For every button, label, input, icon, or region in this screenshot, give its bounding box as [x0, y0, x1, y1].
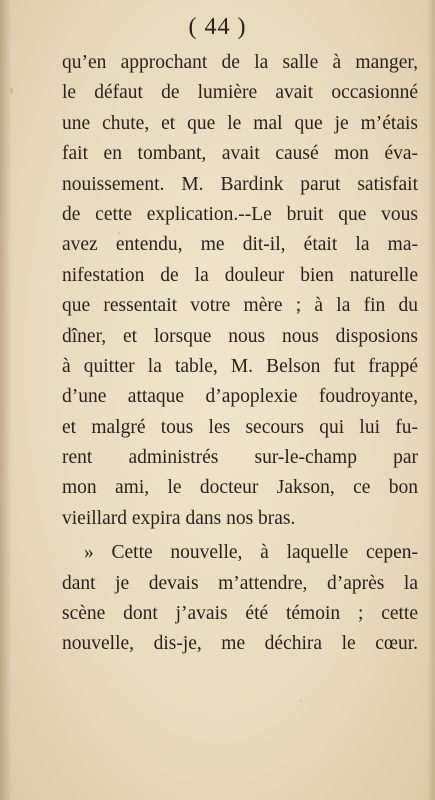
- text-line: avez entendu, me dit-il, était la ma-: [62, 234, 418, 256]
- paragraph-2: [62, 538, 418, 660]
- text-line: le défaut de lumière avait occasionné: [62, 82, 418, 104]
- text-line: scène dont j’avais été témoin ; cette: [62, 603, 418, 625]
- page-number: ( 44 ): [188, 14, 247, 40]
- text-line: une chute, et que le mal que je m’étais: [62, 112, 418, 134]
- text-line: d’une attaque d’apoplexie foudroyante,: [62, 386, 418, 408]
- text-line: à quitter la table, M. Belson fut frappé: [62, 355, 418, 377]
- text-line: dant je devais m’attendre, d’après la: [62, 572, 418, 594]
- text-line: fait en tombant, avait causé mon éva-: [62, 143, 418, 165]
- text-line: vieillard expira dans nos bras.: [62, 507, 296, 529]
- text-line: qu’en approchant de la salle à manger,: [62, 52, 418, 73]
- paper-speck: [300, 700, 302, 702]
- page-body-text: [62, 48, 418, 660]
- page-left-edge-shadow: [0, 0, 12, 800]
- text-line: nouissement. M. Bardink parut satisfait: [62, 173, 418, 195]
- text-line: mon ami, le docteur Jakson, ce bon: [62, 477, 418, 499]
- text-line: rent administrés sur-le-champ par: [62, 447, 418, 469]
- text-line: » Cette nouvelle, à laquelle cepen-: [84, 542, 418, 564]
- text-line: que ressentait votre mère ; à la fin du: [62, 295, 418, 317]
- page-right-edge-shadow: [427, 0, 435, 800]
- paragraph-1: [62, 48, 418, 534]
- text-line: dîner, et lorsque nous nous disposions: [62, 325, 418, 347]
- text-line: de cette explication.--Le bruit que vous: [62, 203, 418, 225]
- text-line: nouvelle, dis-je, me déchira le cœur.: [62, 633, 418, 655]
- paper-speck: [10, 88, 13, 94]
- text-line: nifestation de la douleur bien naturelle: [62, 264, 418, 286]
- text-line: et malgré tous les secours qui lui fu-: [62, 416, 418, 438]
